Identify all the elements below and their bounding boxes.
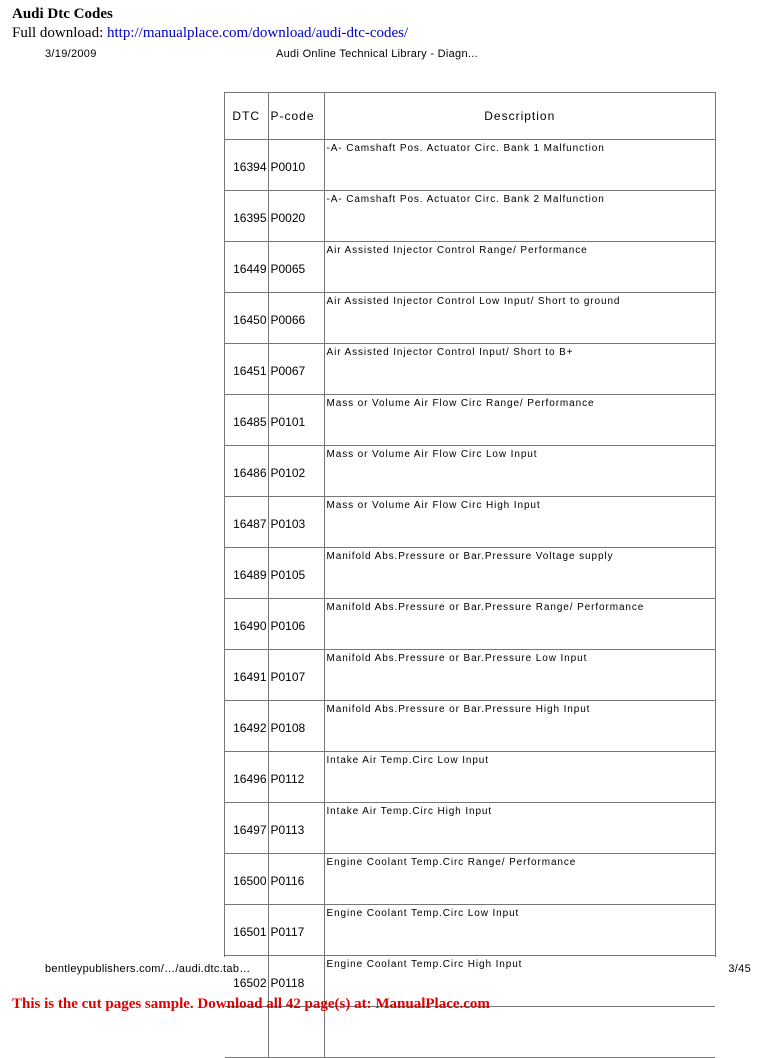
download-line (12, 25, 408, 42)
pcode-cell: P0065 (268, 242, 324, 293)
dtc-cell: 16394 (225, 140, 268, 191)
pcode-cell: P0118 (268, 956, 324, 1007)
pcode-cell: P0103 (268, 497, 324, 548)
description-cell: -A- Camshaft Pos. Actuator Circ. Bank 2 Malfunction (324, 191, 715, 242)
table-row (225, 548, 715, 599)
description-cell: Intake Air Temp.Circ High Input (324, 803, 715, 854)
dtc-cell: 16450 (225, 293, 268, 344)
table-row (225, 701, 715, 752)
table-header-row (225, 93, 715, 140)
description-cell: Engine Coolant Temp.Circ Low Input (324, 905, 715, 956)
description-cell (324, 1007, 715, 1058)
table-row (225, 599, 715, 650)
table-row (225, 1007, 715, 1058)
pcode-cell: P0101 (268, 395, 324, 446)
table-row (225, 803, 715, 854)
pcode-cell: P0020 (268, 191, 324, 242)
table-body (225, 140, 715, 1058)
pcode-cell: P0010 (268, 140, 324, 191)
description-cell: Manifold Abs.Pressure or Bar.Pressure Range/ Performance (324, 599, 715, 650)
description-cell: Mass or Volume Air Flow Circ Range/ Performance (324, 395, 715, 446)
description-cell: Manifold Abs.Pressure or Bar.Pressure Voltage supply (324, 548, 715, 599)
table-row (225, 854, 715, 905)
column-header-dtc: DTC (225, 93, 268, 140)
dtc-cell: 16487 (225, 497, 268, 548)
dtc-cell: 16486 (225, 446, 268, 497)
dtc-cell: 16492 (225, 701, 268, 752)
description-cell: Manifold Abs.Pressure or Bar.Pressure High Input (324, 701, 715, 752)
download-label: Full download: (12, 25, 104, 41)
description-cell: Manifold Abs.Pressure or Bar.Pressure Low Input (324, 650, 715, 701)
pcode-cell: P0112 (268, 752, 324, 803)
table-row (225, 497, 715, 548)
table-row (225, 344, 715, 395)
description-cell: Air Assisted Injector Control Range/ Performance (324, 242, 715, 293)
pcode-cell: P0117 (268, 905, 324, 956)
table-row (225, 650, 715, 701)
dtc-cell: 16500 (225, 854, 268, 905)
table-row (225, 242, 715, 293)
description-cell: Air Assisted Injector Control Input/ Short to B+ (324, 344, 715, 395)
pcode-cell (268, 1007, 324, 1058)
description-cell: Mass or Volume Air Flow Circ High Input (324, 497, 715, 548)
pcode-cell: P0106 (268, 599, 324, 650)
dtc-cell: 16501 (225, 905, 268, 956)
description-cell: Air Assisted Injector Control Low Input/ Short to ground (324, 293, 715, 344)
description-cell: Mass or Volume Air Flow Circ Low Input (324, 446, 715, 497)
dtc-cell: 16489 (225, 548, 268, 599)
pcode-cell: P0102 (268, 446, 324, 497)
download-link[interactable]: http://manualplace.com/download/audi-dtc-codes/ (107, 25, 409, 41)
table-row (225, 752, 715, 803)
dtc-cell: 16451 (225, 344, 268, 395)
description-cell: -A- Camshaft Pos. Actuator Circ. Bank 1 Malfunction (324, 140, 715, 191)
pcode-cell: P0116 (268, 854, 324, 905)
dtc-cell: 16490 (225, 599, 268, 650)
table-row (225, 395, 715, 446)
sample-notice: This is the cut pages sample. Download all 42 page(s) at: ManualPlace.com (12, 996, 490, 1012)
dtc-cell: 16496 (225, 752, 268, 803)
pcode-cell: P0107 (268, 650, 324, 701)
dtc-cell: 16497 (225, 803, 268, 854)
pcode-cell: P0066 (268, 293, 324, 344)
description-cell: Engine Coolant Temp.Circ Range/ Performance (324, 854, 715, 905)
table-row (225, 140, 715, 191)
print-footer-url: bentleypublishers.com/…/audi.dtc.tab… (45, 963, 251, 975)
document-title: Audi Dtc Codes (12, 6, 113, 22)
dtc-cell (225, 1007, 268, 1058)
dtc-cell: 16502 (225, 956, 268, 1007)
dtc-cell: 16491 (225, 650, 268, 701)
dtc-table-container (224, 92, 716, 990)
dtc-cell: 16449 (225, 242, 268, 293)
pcode-cell: P0108 (268, 701, 324, 752)
print-date: 3/19/2009 (45, 48, 97, 60)
column-header-pcode: P-code (268, 93, 324, 140)
table-row (225, 293, 715, 344)
table-row (225, 191, 715, 242)
column-header-description: Description (324, 93, 715, 140)
print-footer-page-number: 3/45 (728, 963, 751, 975)
description-cell: Intake Air Temp.Circ Low Input (324, 752, 715, 803)
description-cell: Engine Coolant Temp.Circ High Input (324, 956, 715, 1007)
pcode-cell: P0105 (268, 548, 324, 599)
dtc-cell: 16485 (225, 395, 268, 446)
table-row (225, 905, 715, 956)
table-row (225, 446, 715, 497)
pcode-cell: P0067 (268, 344, 324, 395)
pcode-cell: P0113 (268, 803, 324, 854)
dtc-table (225, 93, 715, 1058)
dtc-cell: 16395 (225, 191, 268, 242)
print-page-title: Audi Online Technical Library - Diagn... (276, 48, 478, 60)
